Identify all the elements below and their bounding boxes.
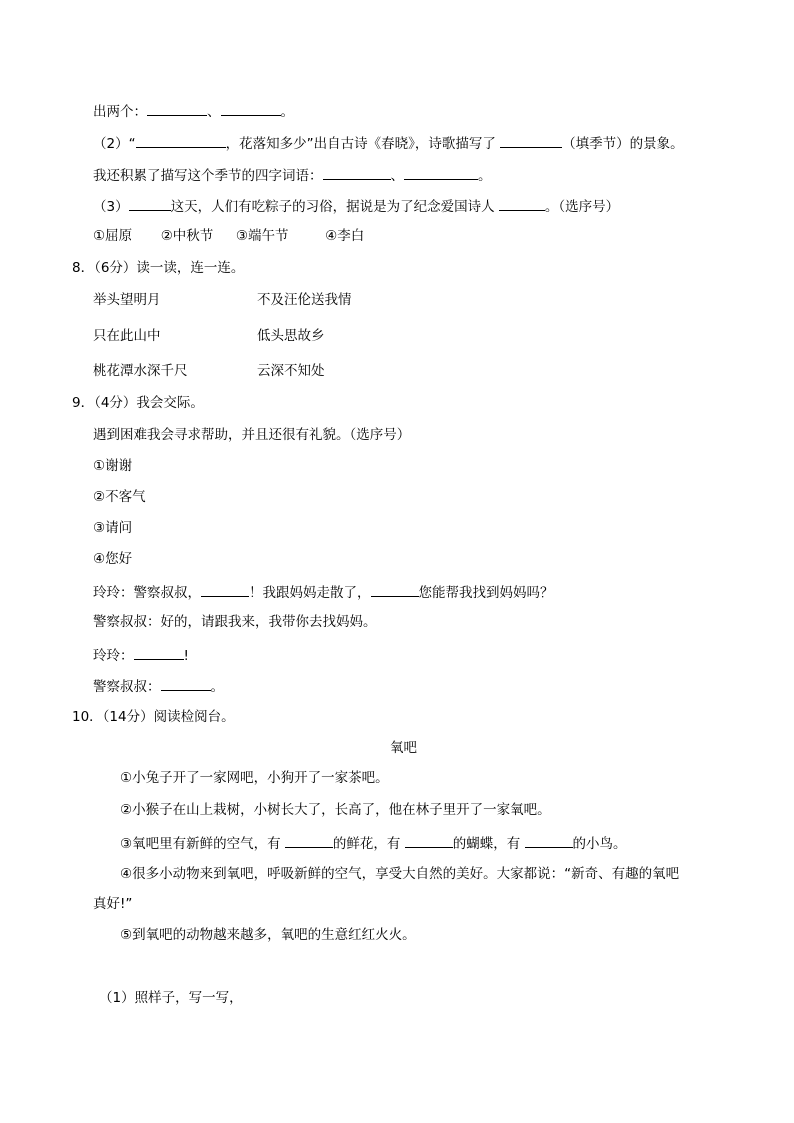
- q9-option-1: ①谢谢: [93, 458, 133, 474]
- text: 。: [210, 679, 224, 695]
- match-right-1[interactable]: 不及汪伦送我情: [257, 292, 352, 308]
- text: 。（选序号）: [544, 199, 620, 215]
- option: ②中秋节: [160, 228, 214, 244]
- answer-blank[interactable]: [129, 196, 171, 211]
- match-right-2[interactable]: 低头思故乡: [257, 328, 325, 344]
- match-left-3[interactable]: 桃花潭水深千尺: [93, 363, 188, 379]
- text: !: [183, 648, 189, 664]
- answer-blank[interactable]: [285, 833, 333, 848]
- question-7-2: [93, 133, 684, 153]
- answer-blank[interactable]: [161, 676, 211, 691]
- text: 我还积累了描写这个季节的四字词语：: [93, 168, 323, 184]
- text: 玲玲：警察叔叔，: [93, 585, 201, 601]
- q9-option-2: ②不客气: [93, 489, 146, 505]
- dialogue-3: [93, 645, 189, 665]
- answer-blank[interactable]: [371, 582, 419, 597]
- text: 、: [390, 168, 404, 184]
- answer-blank[interactable]: [136, 133, 226, 148]
- option: ①屈原: [93, 228, 133, 244]
- text: 您能帮我找到妈妈吗？: [418, 585, 554, 601]
- text: 。: [478, 168, 492, 184]
- question-10-heading: 10．（14分）阅读检阅台。: [72, 709, 235, 725]
- match-left-2[interactable]: 只在此山中: [93, 328, 161, 344]
- paragraph-5: ⑤到氧吧的动物越来越多，氧吧的生意红红火火。: [120, 927, 416, 943]
- question-7-3: [93, 196, 619, 216]
- text: ！我跟妈妈走散了，: [249, 585, 371, 601]
- blank-line-1: [93, 101, 294, 121]
- dialogue-1: [93, 582, 554, 602]
- text: 这天，人们有吃粽子的习俗，据说是为了纪念爱国诗人: [170, 199, 495, 215]
- text: （3）: [93, 199, 129, 215]
- answer-blank[interactable]: [323, 165, 391, 180]
- answer-blank[interactable]: [500, 133, 562, 148]
- paragraph-2: ②小猴子在山上栽树，小树长大了，长高了，他在林子里开了一家氧吧。: [120, 802, 551, 818]
- text: 警察叔叔：: [93, 679, 161, 695]
- text: 的小鸟。: [572, 836, 627, 852]
- answer-blank[interactable]: [405, 833, 453, 848]
- text: ，花落知多少”出自古诗《春晓》，诗歌描写了: [225, 136, 496, 152]
- paragraph-3: [120, 833, 627, 853]
- answer-blank[interactable]: [134, 645, 184, 660]
- paragraph-4-line-2: 真好!”: [93, 896, 133, 912]
- text: 出两个：: [93, 104, 147, 120]
- answer-blank[interactable]: [525, 833, 573, 848]
- q9-option-4: ④您好: [93, 551, 133, 567]
- options-7-3: [93, 227, 364, 245]
- question-9-intro: 遇到困难我会寻求帮助，并且还很有礼貌。（选序号）: [93, 427, 411, 443]
- text: 。: [280, 104, 294, 120]
- answer-blank[interactable]: [147, 101, 207, 116]
- answer-blank[interactable]: [201, 582, 249, 597]
- text: ③氧吧里有新鲜的空气，有: [120, 836, 281, 852]
- four-char-words-line: [93, 165, 492, 185]
- answer-blank[interactable]: [404, 165, 478, 180]
- dialogue-4: [93, 676, 224, 696]
- paragraph-1: ①小兔子开了一家网吧，小狗开了一家茶吧。: [120, 770, 389, 786]
- text: 玲玲：: [93, 648, 134, 664]
- question-9-heading: 9．（4分）我会交际。: [72, 395, 204, 411]
- text: （填季节）的景象。: [562, 136, 684, 152]
- passage-title: 氧吧: [390, 740, 417, 756]
- dialogue-2: 警察叔叔：好的，请跟我来，我带你去找妈妈。: [93, 614, 377, 630]
- text: （2）“: [93, 136, 136, 152]
- answer-blank[interactable]: [499, 196, 545, 211]
- q9-option-3: ③请问: [93, 520, 133, 536]
- option: ④李白: [325, 228, 365, 244]
- match-left-1[interactable]: 举头望明月: [93, 292, 161, 308]
- option: ③端午节: [235, 228, 289, 244]
- answer-blank[interactable]: [221, 101, 281, 116]
- text: 的蝴蝶，有: [452, 836, 521, 852]
- match-right-3[interactable]: 云深不知处: [257, 363, 325, 379]
- sub-question-1: （1）照样子，写一写，: [99, 990, 243, 1006]
- text: 、: [207, 104, 221, 120]
- question-8-heading: 8．（6分）读一读，连一连。: [72, 260, 245, 276]
- paragraph-4-line-1: ④很多小动物来到氧吧，呼吸新鲜的空气，享受大自然的美好。大家都说：“新奇、有趣的氧吧: [120, 866, 680, 882]
- text: 的鲜花，有: [332, 836, 401, 852]
